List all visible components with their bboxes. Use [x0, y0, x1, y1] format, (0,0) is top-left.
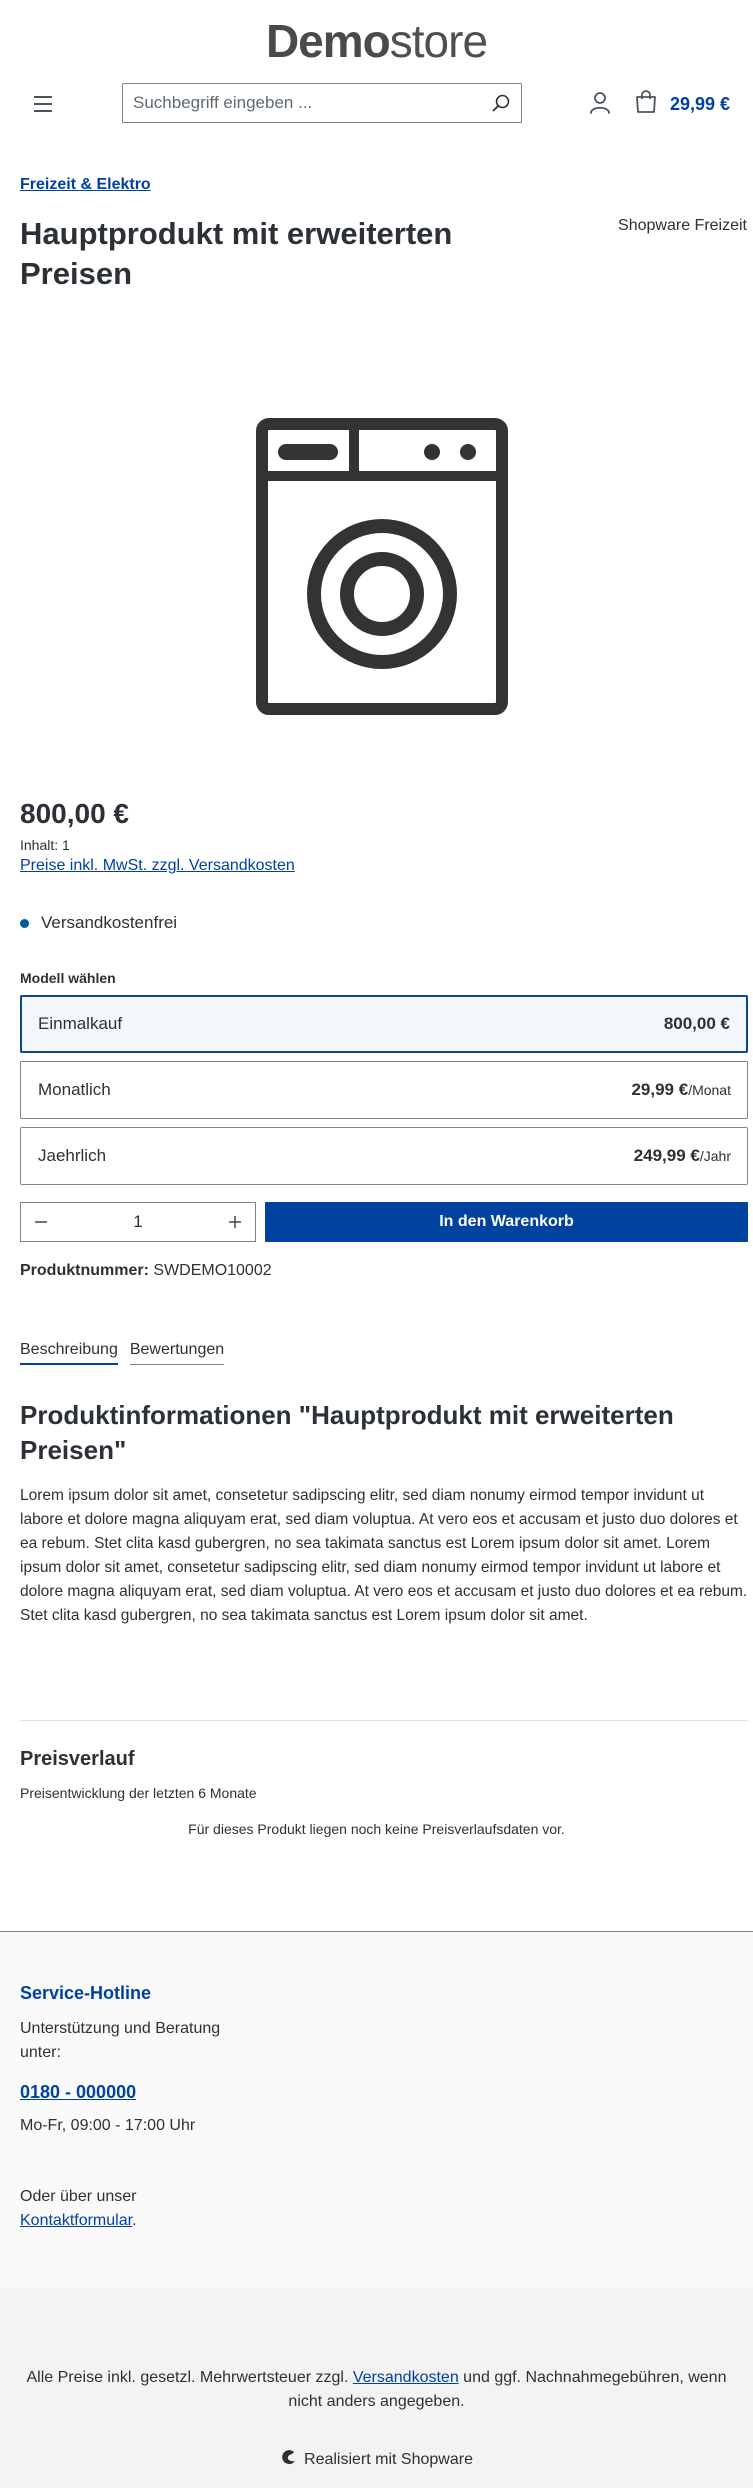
variant-price: 800,00 € [663, 1014, 730, 1033]
divider [20, 1720, 748, 1721]
quantity-input[interactable]: 1 [133, 1212, 143, 1231]
hotline-text: Unterstützung und Beratung unter: [20, 2020, 221, 2061]
description-text: Lorem ipsum dolor sit amet, consetetur sadipscing elitr, sed diam nonumy eirmod tempor invidunt ut labore et dolore magna aliquyam erat, sed diam voluptua. At vero eos et accusam et justo duo dolores et ea rebum. Stet clita kasd gubergren, no sea takimata sanctus est Lorem ipsum dolor sit amet. Lorem ipsum dolor sit amet, consetetur sadipscing elitr, sed diam nonumy eirmod tempor invidunt ut labore et dolore magna aliquyam erat, sed diam voluptua. At vero eos et accusam et justo duo dolores et ea rebum. Stet clita kasd gubergren, no sea takimata sanctus est Lorem ipsum dolor sit amet. [20, 1487, 748, 1624]
variant-price: 29,99 € [631, 1080, 689, 1099]
delivery-text: Versandkostenfrei [41, 913, 178, 932]
variant-unit: /Monat [688, 1082, 731, 1098]
vat-notice: Alle Preise inkl. gesetzl. Mehrwertsteuer zzgl. Versandkosten und ggf. Nachnahmegebühren, wenn nicht anders angegeben. [26, 2369, 727, 2410]
washing-machine-icon [256, 418, 508, 715]
variant-unit: /Jahr [699, 1148, 731, 1164]
cart-button[interactable] [634, 89, 730, 120]
variant-option-jaehrlich[interactable] [20, 1127, 748, 1185]
search-form [122, 83, 522, 123]
delivery-info [20, 913, 177, 933]
tab-reviews[interactable]: Bewertungen [130, 1341, 224, 1365]
cart-total: 29,99 € [670, 94, 731, 114]
hotline-phone-link[interactable]: 0180 - 000000 [20, 2082, 137, 2102]
variant-option-monatlich[interactable] [20, 1061, 748, 1119]
tab-description[interactable]: Beschreibung [20, 1341, 118, 1365]
variant-label: Modell wählen [20, 970, 116, 986]
minus-icon[interactable] [21, 1202, 61, 1242]
powered-by[interactable]: Realisiert mit Shopware [0, 2448, 753, 2471]
breadcrumb[interactable]: Freizeit & Elektro [20, 176, 151, 193]
quantity-stepper [20, 1202, 256, 1242]
variant-name: Einmalkauf [38, 1014, 123, 1033]
variant-price: 249,99 € [633, 1146, 700, 1165]
product-price: 800,00 € [20, 798, 129, 829]
add-to-cart-button[interactable]: In den Warenkorb [265, 1202, 748, 1242]
price-history-empty: Für dieses Produkt liegen noch keine Preisverlaufsdaten vor. [188, 1821, 565, 1837]
store-logo[interactable]: Demostore [265, 15, 488, 67]
plus-icon[interactable] [215, 1202, 255, 1242]
contact-text: Oder über unser Kontaktformular. [20, 2188, 137, 2229]
contact-form-link[interactable]: Kontaktformular [20, 2212, 133, 2229]
shipping-costs-link[interactable]: Versandkosten [352, 2369, 459, 2386]
menu-icon[interactable] [30, 90, 58, 118]
tax-shipping-link[interactable]: Preise inkl. MwSt. zzgl. Versandkosten [20, 857, 295, 874]
account-icon[interactable] [586, 89, 614, 117]
variant-name: Monatlich [38, 1080, 111, 1099]
variant-name: Jaehrlich [38, 1146, 107, 1165]
search-input[interactable] [123, 84, 481, 122]
shopware-logo-icon [280, 2448, 298, 2471]
cart-icon [634, 89, 658, 120]
variant-option-einmalkauf[interactable] [20, 995, 748, 1053]
site-header [0, 0, 753, 150]
price-history-subtitle: Preisentwicklung der letzten 6 Monate [20, 1785, 257, 1801]
description-title: Produktinformationen "Hauptprodukt mit erweiterten Preisen" [20, 1400, 674, 1465]
product-title: Hauptprodukt mit erweiterten Preisen [20, 216, 453, 291]
price-history-title: Preisverlauf [20, 1748, 135, 1770]
product-tabs [20, 1341, 224, 1365]
manufacturer-link[interactable]: Shopware Freizeit [618, 217, 747, 234]
search-icon[interactable] [481, 83, 521, 123]
product-content: Inhalt: 1 [20, 837, 70, 853]
hotline-hours: Mo-Fr, 09:00 - 17:00 Uhr [20, 2117, 196, 2134]
product-number: Produktnummer: SWDEMO10002 [20, 1262, 272, 1279]
hotline-title: Service-Hotline [20, 1983, 152, 2003]
delivery-status-dot [20, 919, 29, 928]
